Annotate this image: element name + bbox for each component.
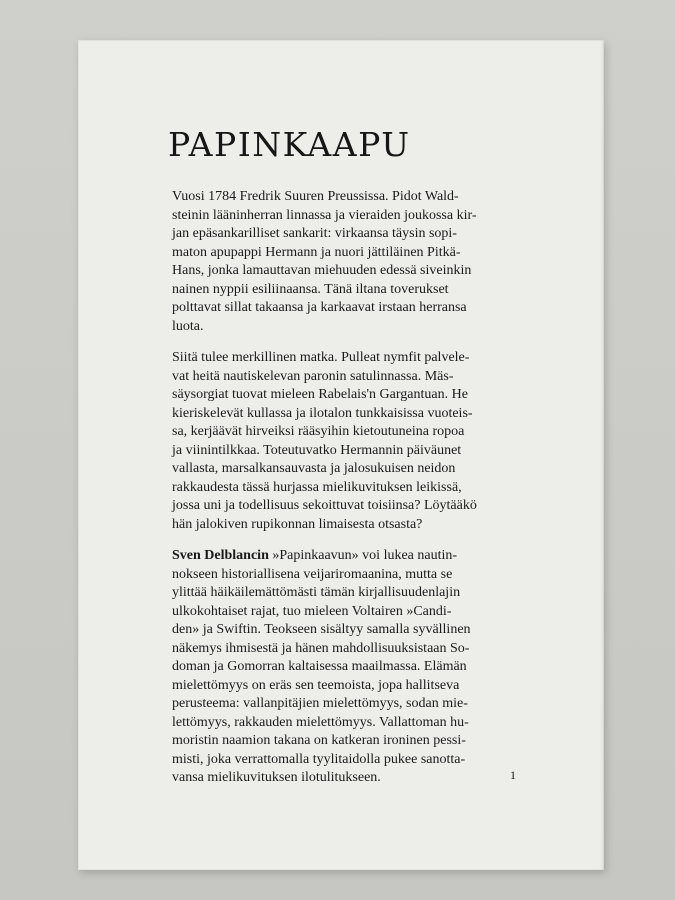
page-number: 1 [510, 768, 516, 782]
blurb-paragraph-3-text: »Papinkaavun» voi lukea nautin- nokseen historiallisena veijariromaanina, mutta se ylittää häikäilemättömästi tämän kirjallisuudenlajin ulkokohtaiset rajat, tuo mieleen Voltairen »Candi- den» ja Swiftin. Teokseen sisältyy samalla syvällinen näkemys ihmisestä ja hänen mahdollisuuksistaan So- doman ja Gomorran kaltaisessa maailmassa. Elämän mielettömyys on eräs sen teemoista, jopa hallitseva perusteema: vallanpitäjien mielettömyys, sodan mie- lettömyys, rakkauden mielettömyys. Vallattoman hu- moristin naamion takana on katkeran ironinen pessi- misti, joka verrattomalla tyylitaidolla pukee sanotta- vansa mielikuvituksen ilotulitukseen. [172, 548, 471, 785]
book-back-cover [78, 40, 604, 870]
blurb-paragraph-2: Siitä tulee merkillinen matka. Pulleat nymfit palvele- vat heitä nautiskelevan paronin satulinnassa. Mäs- säysorgiat tuovat mieleen Rabelais'n Gargantuan. He kieriskelevät kullassa ja ilotalon tunkkaisissa vuoteis- sa, kerjäävät hirveiksi rääsyihin kietoutuneina ropoa ja viinintilkkaa. Toteutuvatko Hermannin päiväunet vallasta, marsalkansauvasta ja jalosukuisen neidon rakkaudesta tässä hurjassa mielikuvituksen leikissä, jossa uni ja todellisuus sekoittuvat toisiinsa? Löytääkö hän jalokiven rupikonnan limaisesta otsasta? [172, 350, 477, 532]
author-name: Sven Delblancin [172, 548, 269, 563]
blurb-paragraph-1: Vuosi 1784 Fredrik Suuren Preussissa. Pidot Wald- steinin lääninherran linnassa ja vieraiden joukossa kir- jan epäsankarilliset sankarit: virkaansa täysin sopi- maton apupappi Hermann ja nuori jättiläinen Pitkä- Hans, jonka lamauttavan miehuuden edessä siveinkin nainen nyppii esiliinaansa. Tänä iltana toverukset polttavat sillat takaansa ja karkaavat irstaan herransa luota. [172, 189, 477, 334]
blurb-text [172, 188, 565, 788]
book-title: PAPINKAAPU [168, 125, 411, 164]
blurb-paragraph-3 [172, 547, 565, 788]
